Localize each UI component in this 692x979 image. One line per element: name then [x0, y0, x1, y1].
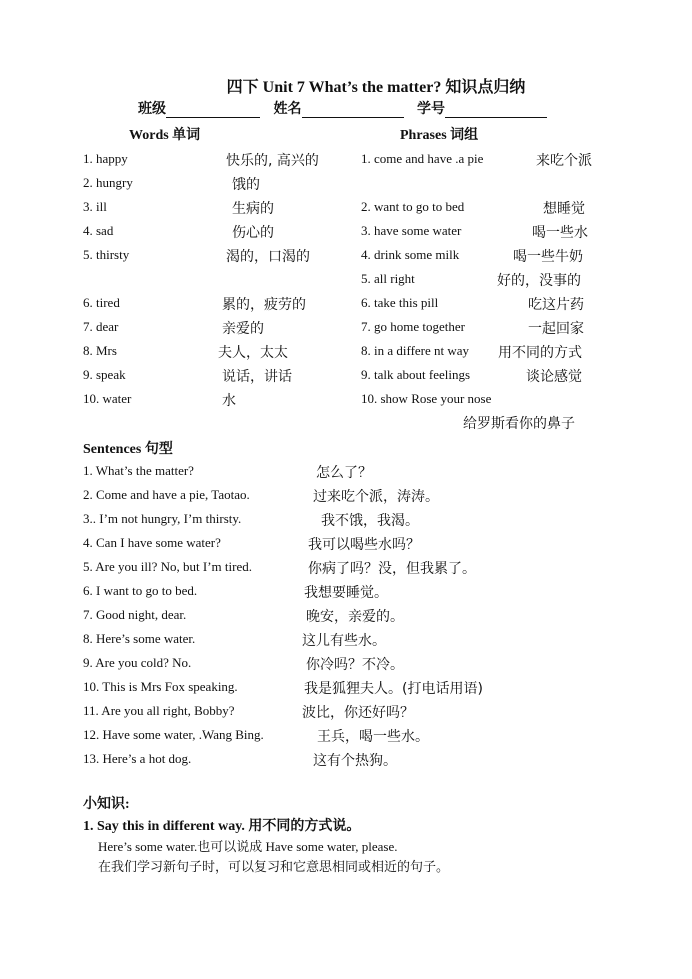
phrase-en: 1. come and have .a pie	[361, 151, 484, 166]
phrase-zh: 想睡觉	[543, 201, 585, 217]
word-zh: 饿的	[232, 177, 260, 193]
phrase-zh: 好的，没事的	[497, 273, 581, 289]
sentence-en: 6. I want to go to bed.	[83, 583, 198, 598]
sentence-zh: 你冷吗？不冷。	[306, 657, 404, 673]
phrase-en: 4. drink some milk	[361, 247, 460, 262]
sentence-zh: 王兵，喝一些水。	[317, 729, 429, 745]
phrase-en: 7. go home together	[361, 319, 465, 334]
phrase-zh: 给罗斯看你的鼻子	[463, 416, 575, 432]
sentence-en: 4. Can I have some water?	[83, 535, 221, 550]
class-label: 班级	[138, 102, 166, 117]
sentence-zh: 我可以喝些水吗？	[308, 537, 420, 553]
phrase-en: 8. in a differe nt way	[361, 343, 470, 358]
sentence-en: 10. This is Mrs Fox speaking.	[83, 679, 238, 694]
phrase-zh: 一起回家	[528, 321, 584, 337]
phrase-zh: 吃这片药	[528, 297, 584, 313]
sentence-en: 9. Are you cold? No.	[83, 655, 192, 670]
sentence-en: 5. Are you ill? No, but I’m tired.	[83, 559, 252, 574]
word-zh: 累的，疲劳的	[222, 297, 306, 313]
word-en: 5. thirsty	[83, 247, 130, 262]
word-en: 8. Mrs	[83, 343, 117, 358]
word-en: 9. speak	[83, 367, 126, 382]
word-en: 1. happy	[83, 151, 128, 166]
sentence-en: 13. Here’s a hot dog.	[83, 751, 192, 766]
phrase-en: 5. all right	[361, 271, 415, 286]
sentence-zh: 这儿有些水。	[302, 633, 386, 649]
word-en: 3. ill	[83, 199, 107, 214]
sentence-zh: 波比，你还好吗？	[302, 705, 414, 721]
tips-header: 小知识:	[83, 797, 130, 812]
name-blank	[302, 103, 404, 118]
phrase-zh: 来吃个派	[536, 153, 592, 169]
name-label: 姓名	[273, 102, 302, 117]
sentence-zh: 我是狐狸夫人。(打电话用语)	[304, 681, 483, 697]
words-header: Words 单词	[129, 128, 201, 143]
sentence-en: 7. Good night, dear.	[83, 607, 187, 622]
number-label: 学号	[417, 102, 445, 117]
word-en: 10. water	[83, 391, 132, 406]
page-title: 四下 Unit 7 What’s the matter? 知识点归纳	[226, 79, 526, 96]
sentence-zh: 我想要睡觉。	[304, 585, 388, 601]
tip-line: Here’s some water.也可以说成 Have some water, please.	[98, 839, 398, 854]
sentence-zh: 你病了吗？没，但我累了。	[308, 561, 476, 577]
word-en: 2. hungry	[83, 175, 133, 190]
sentence-zh: 晚安，亲爱的。	[306, 609, 404, 625]
class-blank	[166, 103, 260, 118]
word-en: 7. dear	[83, 319, 119, 334]
tip-title: 1. Say this in different way. 用不同的方式说。	[83, 819, 361, 834]
sentence-en: 11. Are you all right, Bobby?	[83, 703, 235, 718]
phrase-en: 9. talk about feelings	[361, 367, 471, 382]
sentence-en: 8. Here’s some water.	[83, 631, 196, 646]
phrase-en: 3. have some water	[361, 223, 462, 238]
word-zh: 水	[222, 393, 236, 409]
word-zh: 渴的，口渴的	[226, 249, 310, 265]
word-zh: 夫人，太太	[218, 345, 288, 361]
phrases-header: Phrases 词组	[400, 128, 479, 143]
word-en: 6. tired	[83, 295, 120, 310]
sentence-zh: 过来吃个派，涛涛。	[313, 489, 439, 505]
sentence-zh: 我不饿，我渴。	[321, 513, 419, 529]
sentence-en: 2. Come and have a pie, Taotao.	[83, 487, 250, 502]
phrase-zh: 喝一些水	[532, 225, 588, 241]
word-en: 4. sad	[83, 223, 114, 238]
sentence-en: 12. Have some water, .Wang Bing.	[83, 727, 264, 742]
sentence-en: 3.. I’m not hungry, I’m thirsty.	[83, 511, 242, 526]
word-zh: 亲爱的	[222, 321, 264, 337]
word-zh: 生病的	[232, 201, 274, 217]
student-info-line	[138, 98, 547, 118]
tip-line-zh: 在我们学习新句子时，可以复习和它意思相同或相近的句子。	[98, 859, 450, 874]
phrase-en: 6. take this pill	[361, 295, 439, 310]
word-zh: 快乐的, 高兴的	[226, 153, 319, 169]
phrase-zh: 喝一些牛奶	[513, 249, 583, 265]
sentence-zh: 这有个热狗。	[313, 753, 397, 769]
phrase-en: 10. show Rose your nose	[361, 391, 492, 406]
sentence-en: 1. What’s the matter?	[83, 463, 194, 478]
phrase-zh: 谈论感觉	[526, 369, 582, 385]
word-zh: 伤心的	[232, 225, 274, 241]
phrase-en: 2. want to go to bed	[361, 199, 465, 214]
sentences-header: Sentences 句型	[83, 442, 173, 457]
phrase-zh: 用不同的方式	[498, 345, 582, 361]
word-zh: 说话，讲话	[222, 369, 292, 385]
number-blank	[445, 103, 547, 118]
sentence-zh: 怎么了？	[316, 465, 372, 481]
